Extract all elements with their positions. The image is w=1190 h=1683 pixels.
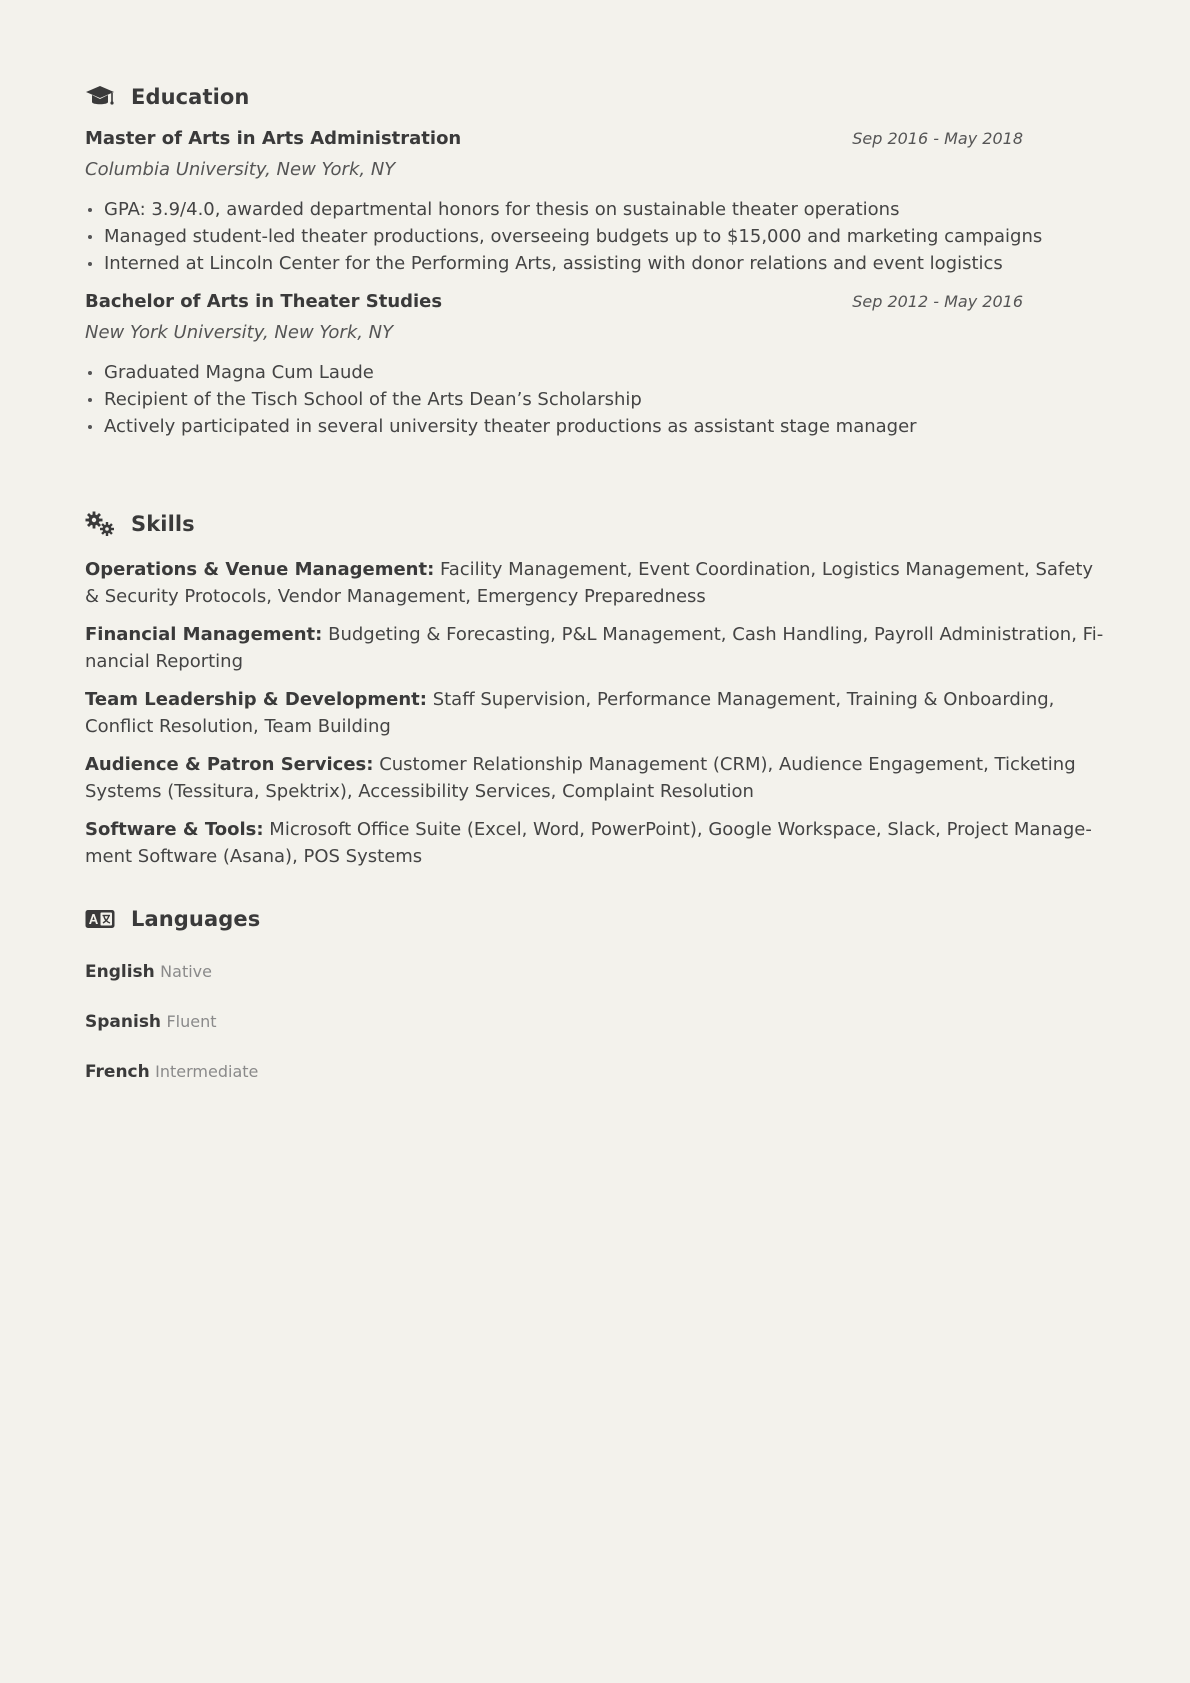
languages-section — [85, 902, 260, 1084]
list-item: Interned at Lincoln Center for the Performing Arts, assisting with donor relations and event logistics — [104, 250, 1042, 277]
languages-header — [85, 902, 260, 936]
list-item: GPA: 3.9/4.0, awarded departmental honors for thesis on sustainable theater operations — [104, 196, 1042, 223]
date-range: Sep 2016 - May 2018 — [852, 129, 1023, 148]
achievement-list — [85, 359, 1042, 440]
list-item: Actively participated in several university theater productions as assistant stage manager — [104, 413, 1042, 440]
language-level: Fluent — [166, 1012, 217, 1031]
skill-category: Financial Management: — [85, 624, 323, 645]
skill-list: Customer Relationship Management (CRM), Audience Engagement, Ticketing Systems (Tessitura, Spektrix), Accessibility Services, Complaint Resolution — [85, 754, 1076, 802]
degree-title: Master of Arts in Arts Administration — [85, 128, 462, 149]
skill-row — [85, 751, 1105, 805]
gears-icon — [85, 511, 115, 537]
language-name: English — [85, 962, 155, 982]
skill-row — [85, 556, 1105, 610]
skill-category: Operations & Venue Management: — [85, 559, 435, 580]
skill-category: Team Leadership & Development: — [85, 689, 427, 710]
achievement-list — [85, 196, 1042, 277]
degree-title: Bachelor of Arts in Theater Studies — [85, 291, 443, 312]
language-name: French — [85, 1062, 150, 1082]
skills-section — [85, 507, 1105, 870]
language-item — [85, 1060, 260, 1084]
education-entry — [85, 128, 1042, 277]
date-range: Sep 2012 - May 2016 — [852, 292, 1023, 311]
list-item: Managed student-led theater productions, overseeing budgets up to $15,000 and marketing campaigns — [104, 223, 1042, 250]
skill-list: Budgeting & Forecasting, P&L Management, Cash Handling, Payroll Administration, Financial Reporting — [85, 624, 1104, 672]
language-level: Intermediate — [155, 1062, 259, 1081]
language-icon — [85, 906, 115, 932]
skill-list: Facility Management, Event Coordination, Logistics Management, Safety & Security Protocols, Vendor Management, Emergency Preparedness — [85, 559, 1094, 607]
skills-title: Skills — [131, 512, 195, 536]
list-item: Recipient of the Tisch School of the Arts Dean’s Scholarship — [104, 386, 1042, 413]
skill-row — [85, 621, 1105, 675]
institution: Columbia University, New York, NY — [85, 159, 396, 180]
education-section — [85, 80, 1042, 440]
skill-list: Staff Supervision, Performance Management, Training & Onboarding, Conflict Resolution, Team Building — [85, 689, 1055, 737]
institution: New York University, New York, NY — [85, 322, 394, 343]
language-item — [85, 960, 260, 984]
list-item: Graduated Magna Cum Laude — [104, 359, 1042, 386]
graduation-cap-icon — [85, 84, 115, 110]
skill-list: Microsoft Office Suite (Excel, Word, PowerPoint), Google Workspace, Slack, Project Management Software (Asana), POS Systems — [85, 819, 1092, 867]
skill-category: Audience & Patron Services: — [85, 754, 374, 775]
language-item — [85, 1010, 260, 1034]
education-title: Education — [131, 85, 250, 109]
skill-row — [85, 816, 1105, 870]
language-name: Spanish — [85, 1012, 162, 1032]
language-level: Native — [160, 962, 212, 981]
skills-header — [85, 507, 1105, 541]
skill-category: Software & Tools: — [85, 819, 264, 840]
languages-title: Languages — [131, 907, 261, 931]
education-header — [85, 80, 1042, 114]
education-entry — [85, 291, 1042, 440]
skill-row — [85, 686, 1105, 740]
